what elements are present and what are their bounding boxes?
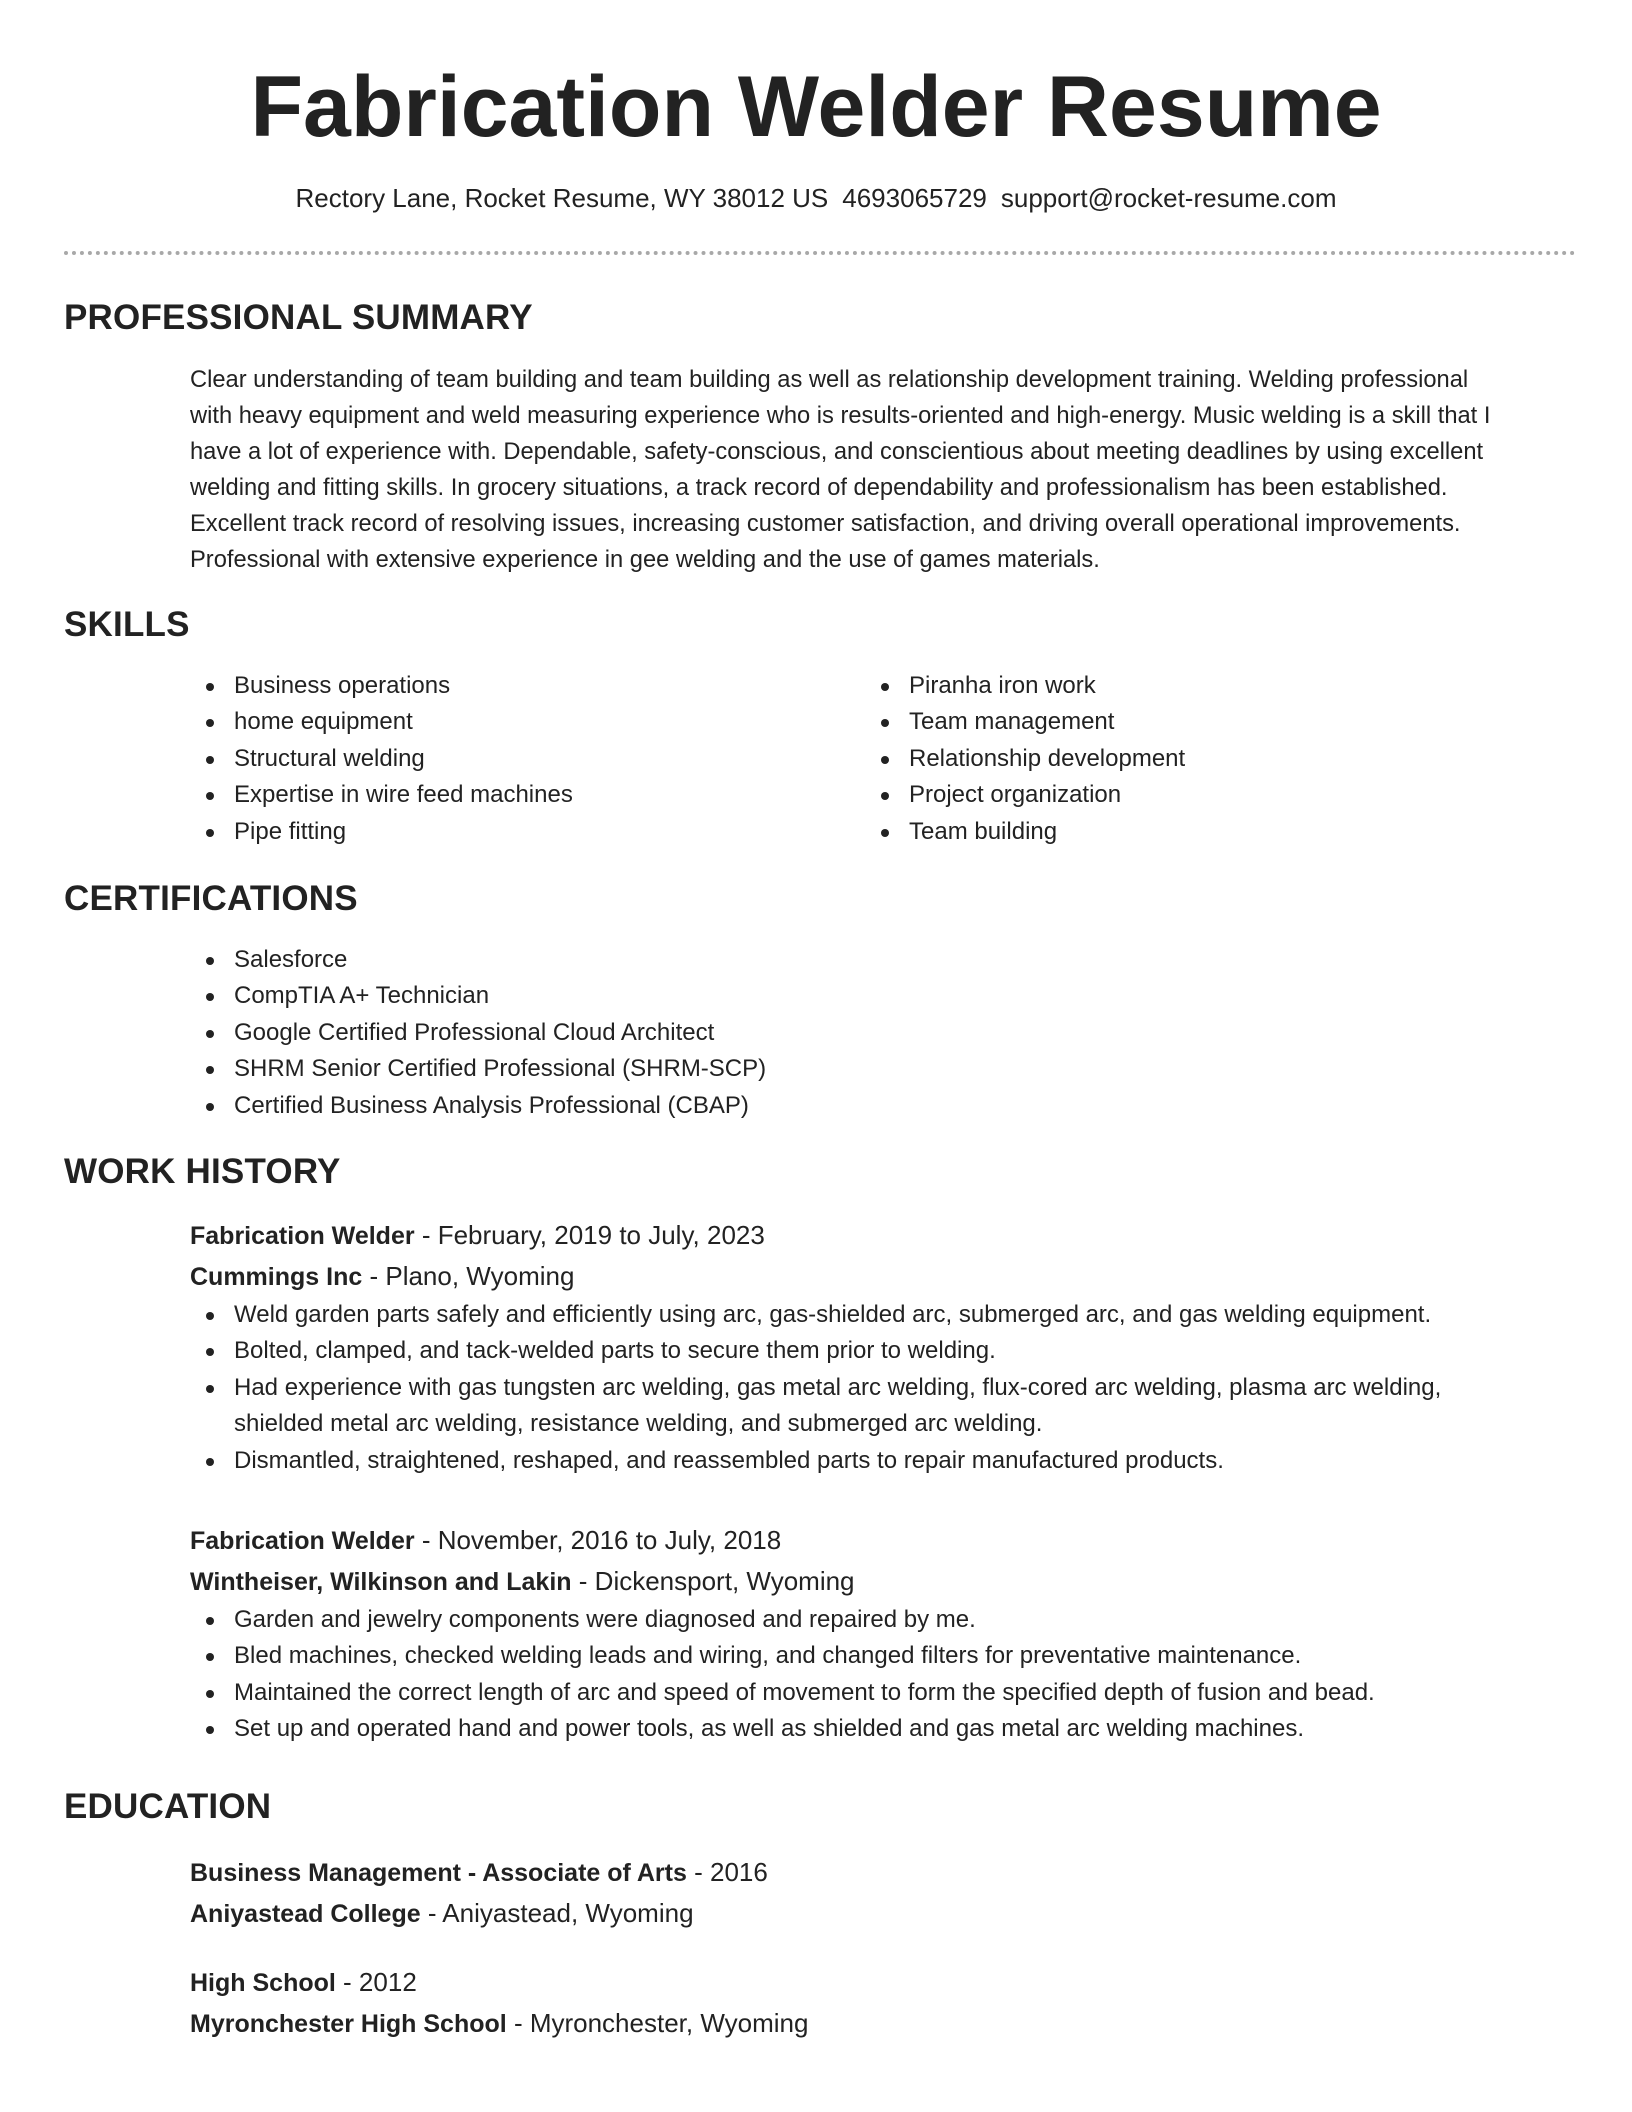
job-duty: Garden and jewelry components were diagnosed and repaired by me. xyxy=(190,1602,1490,1638)
job-location: - Dickensport, Wyoming xyxy=(571,1566,855,1596)
job-duty: Bolted, clamped, and tack-welded parts to secure them prior to welding. xyxy=(190,1333,1490,1369)
degree-line xyxy=(190,1962,1570,2003)
degree-line xyxy=(190,1852,1570,1893)
resume-title: Fabrication Welder Resume xyxy=(250,59,1382,155)
work-history-heading: WORK HISTORY xyxy=(64,1152,341,1191)
school-line xyxy=(190,2003,1570,2044)
skills-list-right xyxy=(865,668,1505,850)
job-dates: - February, 2019 to July, 2023 xyxy=(414,1220,765,1250)
degree-name: Business Management - Associate of Arts xyxy=(190,1859,687,1887)
contact-address: Rectory Lane, Rocket Resume, WY 38012 US xyxy=(295,183,829,213)
degree-year: - 2016 xyxy=(686,1857,768,1887)
summary-line: Excellent track record of resolving issues, increasing customer satisfaction, and driving overall operational improvements. xyxy=(190,511,1461,537)
job-company: Cummings Inc xyxy=(190,1263,363,1291)
job-duty: Bled machines, checked welding leads and wiring, and changed filters for preventative maintenance. xyxy=(190,1638,1490,1674)
school-line xyxy=(190,1893,1570,1934)
job-duty: Set up and operated hand and power tools, as well as shielded and gas metal arc welding machines. xyxy=(190,1711,1490,1747)
summary-line: Clear understanding of team building and team building as well as relationship development training. Welding professional xyxy=(190,367,1469,393)
degree-year: - 2012 xyxy=(335,1967,417,1997)
job-duty: Maintained the correct length of arc and speed of movement to form the specified depth of fusion and bead. xyxy=(190,1675,1490,1711)
header-divider xyxy=(64,251,1576,255)
skill-item: Structural welding xyxy=(190,741,830,777)
job-entry xyxy=(190,1215,1570,1479)
job-title: Fabrication Welder xyxy=(190,1222,415,1250)
job-location: - Plano, Wyoming xyxy=(362,1261,575,1291)
summary-line: Professional with extensive experience in gee welding and the use of games materials. xyxy=(190,547,1100,573)
certification-item: Certified Business Analysis Professional (CBAP) xyxy=(190,1088,1570,1124)
skill-item: Project organization xyxy=(865,777,1505,813)
job-duty: Had experience with gas tungsten arc welding, gas metal arc welding, flux-cored arc welding, plasma arc welding, shielded metal arc welding, resistance welding, and submerged arc welding. xyxy=(190,1370,1490,1443)
skill-item: Pipe fitting xyxy=(190,814,830,850)
job-duty: Dismantled, straightened, reshaped, and reassembled parts to repair manufactured products. xyxy=(190,1443,1490,1479)
job-company-line xyxy=(190,1561,1570,1602)
skill-item: Expertise in wire feed machines xyxy=(190,777,830,813)
contact-email: support@rocket-resume.com xyxy=(1000,183,1337,213)
school-name: Myronchester High School xyxy=(190,2010,507,2038)
contact-line xyxy=(0,180,1632,216)
degree-name: High School xyxy=(190,1969,336,1997)
education-entry xyxy=(190,1962,1570,2044)
certifications-list xyxy=(190,942,1570,1124)
skill-item: Relationship development xyxy=(865,741,1505,777)
job-title-line xyxy=(190,1215,1570,1256)
skills-list-left xyxy=(190,668,830,850)
skill-item: Team management xyxy=(865,704,1505,740)
summary-text xyxy=(190,362,1570,578)
school-location: - Myronchester, Wyoming xyxy=(506,2008,809,2038)
skill-item: Piranha iron work xyxy=(865,668,1505,704)
school-name: Aniyastead College xyxy=(190,1900,421,1928)
summary-line: welding and fitting skills. In grocery situations, a track record of dependability and professionalism has been established. xyxy=(190,475,1448,501)
certification-item: Google Certified Professional Cloud Architect xyxy=(190,1015,1570,1051)
job-dates: - November, 2016 to July, 2018 xyxy=(414,1525,782,1555)
job-company: Wintheiser, Wilkinson and Lakin xyxy=(190,1568,572,1596)
summary-heading: PROFESSIONAL SUMMARY xyxy=(64,298,533,337)
certification-item: CompTIA A+ Technician xyxy=(190,978,1570,1014)
job-company-line xyxy=(190,1256,1570,1297)
job-duties xyxy=(190,1602,1490,1748)
education-heading: EDUCATION xyxy=(64,1787,272,1826)
contact-phone: 4693065729 xyxy=(842,183,987,213)
certifications-heading: CERTIFICATIONS xyxy=(64,879,358,918)
job-entry xyxy=(190,1520,1570,1748)
school-location: - Aniyastead, Wyoming xyxy=(420,1898,694,1928)
skill-item: home equipment xyxy=(190,704,830,740)
certification-item: SHRM Senior Certified Professional (SHRM-SCP) xyxy=(190,1051,1570,1087)
certification-item: Salesforce xyxy=(190,942,1570,978)
education-entry xyxy=(190,1852,1570,1934)
job-title-line xyxy=(190,1520,1570,1561)
job-duty: Weld garden parts safely and efficiently using arc, gas-shielded arc, submerged arc, and gas welding equipment. xyxy=(190,1297,1490,1333)
job-duties xyxy=(190,1297,1490,1479)
skills-heading: SKILLS xyxy=(64,605,190,644)
skill-item: Business operations xyxy=(190,668,830,704)
summary-line: have a lot of experience with. Dependable, safety-conscious, and conscientious about meeting deadlines by using excellent xyxy=(190,439,1484,465)
job-title: Fabrication Welder xyxy=(190,1527,415,1555)
skill-item: Team building xyxy=(865,814,1505,850)
summary-line: with heavy equipment and weld measuring experience who is results-oriented and high-energy. Music welding is a skill that I xyxy=(190,403,1491,429)
